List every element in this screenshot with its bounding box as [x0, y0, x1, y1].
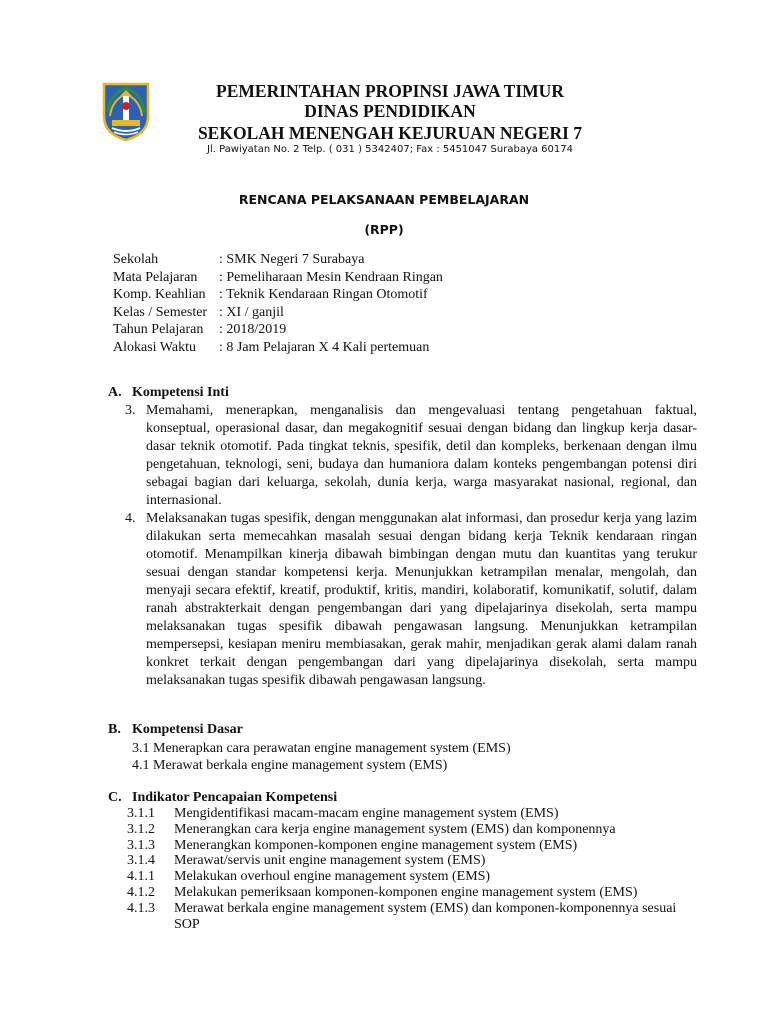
item-text: Melakukan overhoul engine management system (EMS): [174, 869, 491, 885]
item-text: Menerangkan komponen-komponen engine management system (EMS): [174, 837, 578, 853]
list-item: [127, 901, 687, 933]
list-item: [127, 838, 687, 854]
header-address: Jl. Pawiyatan No. 2 Telp. ( 031 ) 5342407; Fax : 5451047 Surabaya 60174: [207, 144, 573, 155]
info-label: Mata Pelajaran: [113, 269, 198, 285]
list-item: [125, 402, 697, 510]
list-item: [127, 822, 687, 838]
info-value: : Pemeliharaan Mesin Kendraan Ringan: [219, 269, 443, 285]
item-number: 3.1.2: [127, 821, 155, 837]
core-competence-3: [125, 402, 697, 510]
item-number: 3.1.4: [127, 853, 155, 869]
info-value: : 8 Jam Pelajaran X 4 Kali pertemuan: [219, 339, 430, 355]
info-row-subject: [113, 269, 443, 287]
info-row-school: [113, 251, 443, 269]
document-title: RENCANA PELAKSANAAN PEMBELAJARAN: [238, 192, 530, 207]
info-value: : 2018/2019: [219, 322, 287, 338]
east-java-emblem-icon: [100, 82, 152, 142]
list-item: [125, 510, 697, 690]
item-number: 4.1.1: [127, 869, 155, 885]
section-title: Indikator Pencapaian Kompetensi: [132, 790, 338, 805]
list-item: [127, 853, 687, 869]
item-text: Mengidentifikasi macam-macam engine management system (EMS): [174, 806, 559, 821]
info-label: Kelas / Semester: [113, 304, 208, 320]
indicator-list: [127, 806, 687, 932]
list-item: 4.1 Merawat berkala engine management system (EMS): [132, 758, 448, 773]
list-item: 3.1 Menerapkan cara perawatan engine management system (EMS): [132, 741, 511, 756]
document-subtitle: (RPP): [364, 222, 404, 237]
info-row-class: [113, 304, 443, 322]
info-label: Alokasi Waktu: [113, 339, 196, 355]
section-b-heading: [108, 721, 243, 738]
header-school: SEKOLAH MENENGAH KEJURUAN NEGERI 7: [197, 123, 583, 143]
item-number: 3.1.1: [127, 806, 155, 821]
item-number: 4.1.3: [127, 900, 155, 916]
item-text: Melaksanakan tugas spesifik, dengan menggunakan alat informasi, dan prosedur kerja yang lazim dilakukan serta memecahkan masalah sesuai dengan bidang kerja Teknik kendaraan ringan otomotif. Menampilkan kinerja dibawah bimbingan dengan mutu dan kuantitas yang terukur sesuai dengan standar kompetensi kerja. Menunjukkan ketrampilan menalar, mengolah, dan menyaji secara efektif, kreatif, produktif, kritis, mandiri, kolaboratif, komunikatif, solutif, dalam ranah abstrakterkait dengan pengembangan dari yang dipelajarinya disekolah, serta mampu melaksanakan tugas spesifik dibawah pengawasan langsung. Menunjukkan ketrampilan mempersepsi, kesiapan meniru membiasakan, gerak mahir, menjadikan gerak alami dalam ranah konkret terkait dengan pengembangan dari yang dipelajarinya disekolah, serta mampu melaksanakan tugas spesifik dibawah pengawasan langsung.: [146, 511, 697, 688]
item-text: Memahami, menerapkan, menganalisis dan mengevaluasi tentang pengetahuan faktual, konseptual, operasional dasar, dan megakognitif sesuai dengan bidang dan lingkup kerja dasar-dasar teknik otomotif. Pada tingkat teknis, spesifik, detil dan kompleks, berkenaan dengan ilmu pengetahuan, teknologi, seni, budaya dan humaniora dalam konteks pengembangan potensi diri sebagai bagian dari keluarga, sekolah, dunia kerja, warga masyarakat nasional, regional, dan internasional.: [146, 403, 697, 508]
info-row-time: [113, 339, 443, 357]
section-letter: B.: [108, 722, 121, 737]
section-title: Kompetensi Inti: [132, 385, 229, 400]
item-number: 4.1.2: [127, 884, 155, 900]
item-number: 4.: [125, 511, 136, 526]
section-letter: C.: [108, 790, 122, 805]
info-label: Tahun Pelajaran: [113, 322, 204, 338]
list-item: [127, 869, 687, 885]
info-label: Komp. Keahlian: [113, 287, 206, 303]
section-c-heading: [108, 789, 337, 806]
list-item: [127, 885, 687, 901]
item-number: 3.1.3: [127, 837, 155, 853]
item-text: Melakukan pemeriksaan komponen-komponen engine management system (EMS): [174, 884, 638, 900]
basic-competence-list: [132, 740, 511, 774]
info-value: : XI / ganjil: [219, 304, 284, 320]
section-a-heading: [108, 384, 229, 401]
info-value: : Teknik Kendaraan Ringan Otomotif: [219, 287, 428, 303]
item-text: Merawat/servis unit engine management system (EMS): [174, 853, 486, 869]
info-row-expertise: [113, 286, 443, 304]
header-government: PEMERINTAHAN PROPINSI JAWA TIMUR: [216, 81, 564, 101]
section-title: Kompetensi Dasar: [132, 722, 243, 737]
item-number: 3.: [125, 403, 136, 418]
info-label: Sekolah: [113, 252, 159, 267]
section-letter: A.: [108, 385, 122, 400]
info-row-year: [113, 321, 443, 339]
header-department: DINAS PENDIDIKAN: [304, 101, 476, 121]
core-competence-4: [125, 510, 697, 690]
item-text: Merawat berkala engine management system (EMS) dan komponen-komponennya sesuai SOP: [174, 900, 677, 932]
info-value: : SMK Negeri 7 Surabaya: [219, 252, 365, 267]
identity-table: [113, 251, 443, 357]
item-text: Menerangkan cara kerja engine management system (EMS) dan komponennya: [174, 821, 616, 837]
list-item: [127, 806, 687, 822]
